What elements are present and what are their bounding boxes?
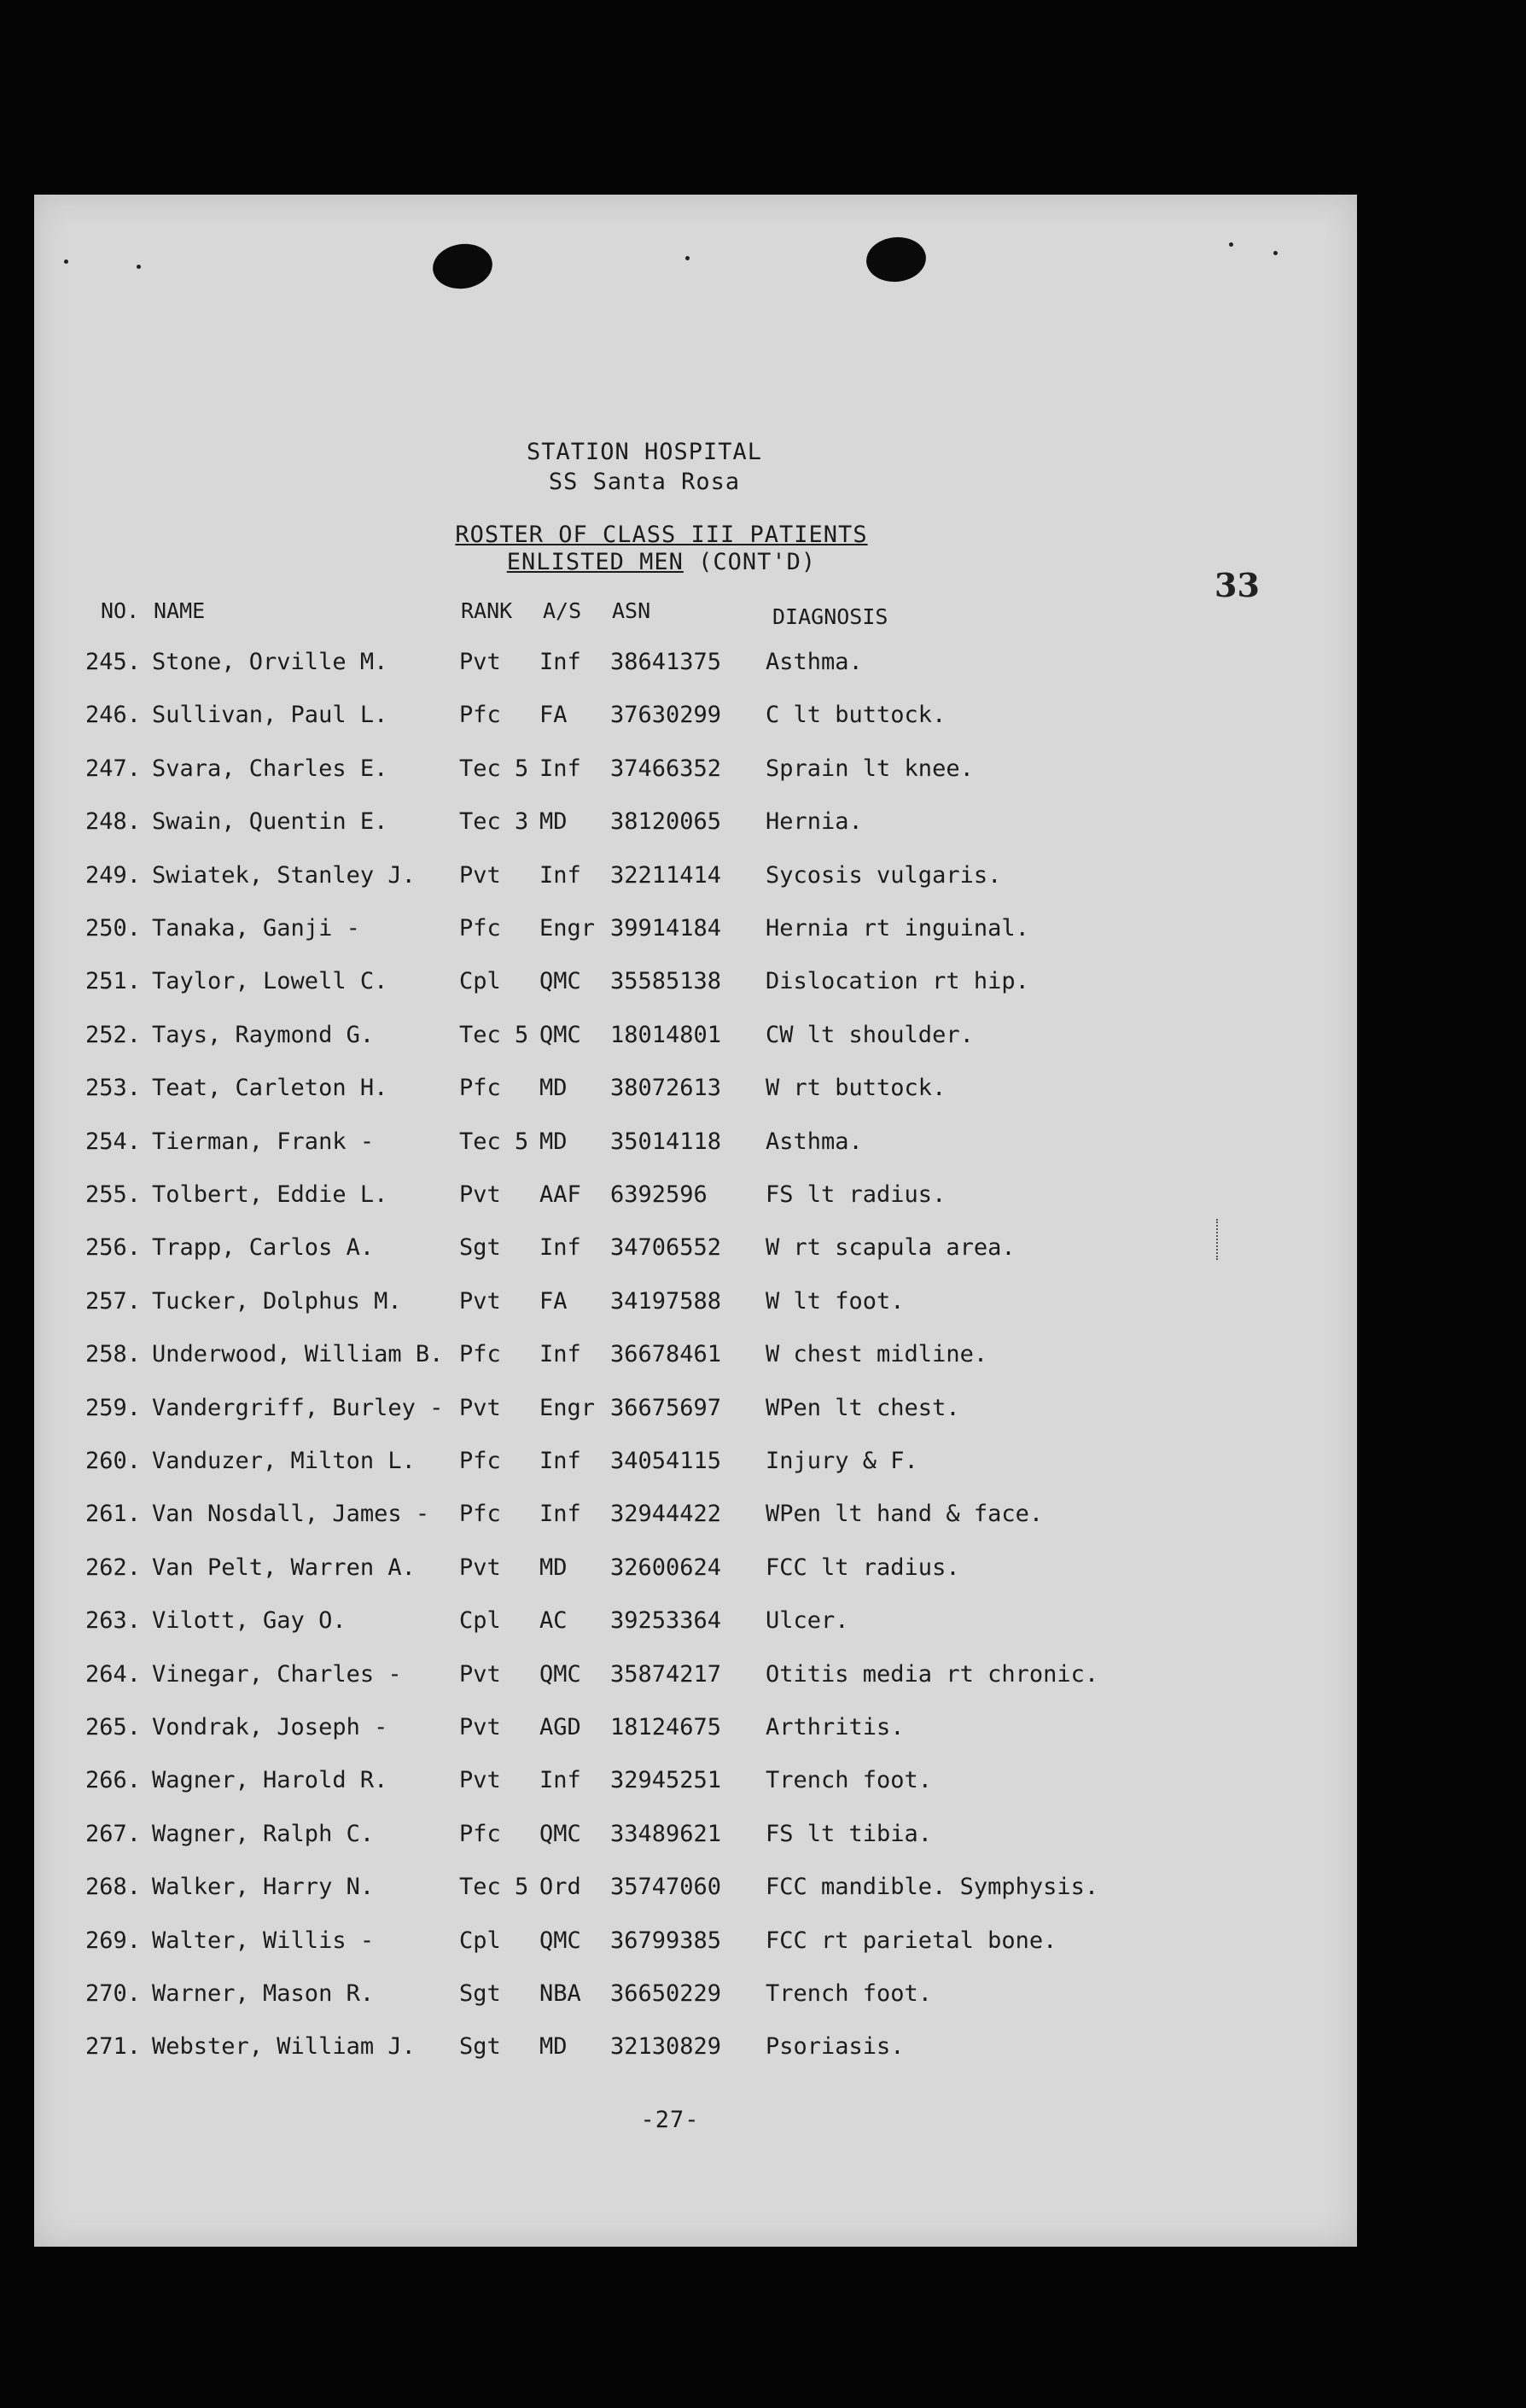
cell-rank: Pvt xyxy=(459,1181,501,1208)
cell-asn: 33489621 xyxy=(610,1820,722,1847)
cell-diagnosis: W lt foot. xyxy=(766,1287,905,1315)
table-row xyxy=(34,915,1357,949)
cell-rank: Pfc xyxy=(459,915,501,942)
cell-as: MD xyxy=(539,1554,568,1581)
cell-as: MD xyxy=(539,2033,568,2061)
header-enlisted-men: ENLISTED MEN xyxy=(506,549,684,575)
cell-name: Underwood, William B. xyxy=(152,1341,444,1368)
speck xyxy=(1229,242,1233,247)
cell-no: 269. xyxy=(85,1927,142,1954)
cell-as: MD xyxy=(539,808,568,836)
cell-diagnosis: Dislocation rt hip. xyxy=(766,968,1029,995)
table-row xyxy=(34,1767,1357,1801)
column-header-as: A/S xyxy=(543,598,582,623)
cell-diagnosis: CW lt shoulder. xyxy=(766,1021,974,1048)
cell-no: 263. xyxy=(85,1607,142,1635)
table-row xyxy=(34,702,1357,736)
cell-rank: Cpl xyxy=(459,968,501,995)
cell-diagnosis: Ulcer. xyxy=(766,1607,849,1635)
table-row xyxy=(34,1395,1357,1429)
cell-asn: 36678461 xyxy=(610,1341,722,1368)
cell-diagnosis: WPen lt hand & face. xyxy=(766,1501,1044,1528)
cell-asn: 37466352 xyxy=(610,755,722,782)
cell-name: Vinegar, Charles - xyxy=(152,1660,402,1688)
cell-rank: Cpl xyxy=(459,1607,501,1635)
cell-name: Swain, Quentin E. xyxy=(152,808,388,836)
cell-rank: Tec 3 xyxy=(459,808,529,836)
cell-as: FA xyxy=(539,702,568,729)
cell-rank: Pvt xyxy=(459,649,501,675)
cell-name: Vondrak, Joseph - xyxy=(152,1714,388,1740)
cell-rank: Pfc xyxy=(459,1075,501,1102)
cell-name: Tays, Raymond G. xyxy=(152,1021,375,1048)
table-row xyxy=(34,1022,1357,1056)
cell-no: 271. xyxy=(85,2033,142,2061)
cell-as: QMC xyxy=(539,1820,581,1847)
cell-asn: 34054115 xyxy=(610,1448,722,1474)
cell-asn: 32600624 xyxy=(610,1554,722,1581)
cell-as: Engr xyxy=(539,1394,596,1421)
cell-no: 267. xyxy=(85,1820,142,1847)
cell-as: Inf xyxy=(539,649,581,675)
table-row xyxy=(34,1821,1357,1855)
table-row xyxy=(34,1128,1357,1163)
cell-as: Inf xyxy=(539,861,581,889)
cell-name: Wagner, Harold R. xyxy=(152,1767,388,1794)
table-row xyxy=(34,808,1357,843)
column-header-asn: ASN xyxy=(612,598,651,623)
cell-asn: 36799385 xyxy=(610,1927,722,1954)
cell-diagnosis: Sycosis vulgaris. xyxy=(766,861,1002,889)
cell-as: FA xyxy=(539,1287,568,1315)
cell-asn: 35014118 xyxy=(610,1128,722,1155)
cell-as: AAF xyxy=(539,1181,581,1208)
table-row xyxy=(34,2033,1357,2067)
cell-diagnosis: WPen lt chest. xyxy=(766,1394,960,1421)
page-number-stamp: 33 xyxy=(1214,566,1260,604)
cell-rank: Tec 5 xyxy=(459,755,529,782)
cell-no: 252. xyxy=(85,1021,142,1048)
table-row xyxy=(34,1874,1357,1908)
speck xyxy=(1273,251,1278,255)
cell-rank: Tec 5 xyxy=(459,1874,529,1901)
cell-name: Van Nosdall, James - xyxy=(152,1501,430,1528)
cell-name: Walter, Willis - xyxy=(152,1927,375,1954)
cell-no: 245. xyxy=(85,649,142,675)
header-station-hospital: STATION HOSPITAL xyxy=(526,439,763,465)
cell-name: Taylor, Lowell C. xyxy=(152,968,388,995)
cell-asn: 34197588 xyxy=(610,1287,722,1315)
cell-no: 250. xyxy=(85,915,142,942)
cell-as: Ord xyxy=(539,1874,581,1901)
cell-rank: Sgt xyxy=(459,2033,501,2061)
cell-rank: Pfc xyxy=(459,1820,501,1847)
cell-no: 249. xyxy=(85,861,142,889)
cell-diagnosis: Asthma. xyxy=(766,649,863,675)
table-row xyxy=(34,649,1357,683)
cell-as: AC xyxy=(539,1607,568,1635)
cell-as: QMC xyxy=(539,1660,581,1688)
cell-name: Webster, William J. xyxy=(152,2033,416,2061)
cell-name: Walker, Harry N. xyxy=(152,1874,375,1901)
cell-no: 246. xyxy=(85,702,142,729)
table-row xyxy=(34,862,1357,896)
cell-diagnosis: FCC mandible. Symphysis. xyxy=(766,1874,1099,1901)
header-ship-name: SS Santa Rosa xyxy=(548,469,741,495)
column-header-rank: RANK xyxy=(461,598,513,623)
cell-as: MD xyxy=(539,1128,568,1155)
cell-rank: Pfc xyxy=(459,1448,501,1474)
table-row xyxy=(34,1607,1357,1641)
cell-no: 259. xyxy=(85,1394,142,1421)
cell-rank: Tec 5 xyxy=(459,1128,529,1155)
cell-asn: 36650229 xyxy=(610,1980,722,2007)
header-roster-title: ROSTER OF CLASS III PATIENTS xyxy=(455,522,868,548)
cell-name: Tanaka, Ganji - xyxy=(152,915,360,942)
cell-asn: 34706552 xyxy=(610,1234,722,1262)
table-row xyxy=(34,1661,1357,1695)
cell-diagnosis: Hernia rt inguinal. xyxy=(766,915,1029,942)
cell-asn: 39914184 xyxy=(610,915,722,942)
cell-name: Van Pelt, Warren A. xyxy=(152,1554,416,1581)
cell-name: Teat, Carleton H. xyxy=(152,1075,388,1102)
cell-name: Svara, Charles E. xyxy=(152,755,388,782)
cell-rank: Pvt xyxy=(459,1287,501,1315)
table-row xyxy=(34,1234,1357,1268)
cell-no: 254. xyxy=(85,1128,142,1155)
cell-diagnosis: Injury & F. xyxy=(766,1448,918,1474)
cell-rank: Pfc xyxy=(459,1341,501,1368)
column-header-no: NO. xyxy=(101,598,140,623)
table-row xyxy=(34,1181,1357,1216)
column-header-diagnosis: DIAGNOSIS xyxy=(772,604,888,629)
punch-hole-left xyxy=(430,240,496,292)
cell-rank: Tec 5 xyxy=(459,1021,529,1048)
cell-name: Wagner, Ralph C. xyxy=(152,1820,375,1847)
cell-no: 265. xyxy=(85,1714,142,1740)
cell-diagnosis: FS lt radius. xyxy=(766,1181,946,1208)
cell-diagnosis: Hernia. xyxy=(766,808,863,836)
cell-no: 256. xyxy=(85,1234,142,1262)
cell-as: Inf xyxy=(539,1448,581,1474)
cell-rank: Pvt xyxy=(459,1554,501,1581)
table-row xyxy=(34,1927,1357,1962)
cell-as: Engr xyxy=(539,915,596,942)
table-row xyxy=(34,1980,1357,2014)
cell-rank: Pvt xyxy=(459,1660,501,1688)
cell-diagnosis: FCC lt radius. xyxy=(766,1554,960,1581)
cell-name: Vandergriff, Burley - xyxy=(152,1394,444,1421)
cell-rank: Cpl xyxy=(459,1927,501,1954)
cell-diagnosis: W rt scapula area. xyxy=(766,1234,1016,1262)
cell-diagnosis: Arthritis. xyxy=(766,1714,905,1740)
cell-no: 260. xyxy=(85,1448,142,1474)
column-header-name: NAME xyxy=(154,598,206,623)
cell-asn: 37630299 xyxy=(610,702,722,729)
cell-rank: Pvt xyxy=(459,1394,501,1421)
cell-asn: 38120065 xyxy=(610,808,722,836)
cell-no: 251. xyxy=(85,968,142,995)
cell-asn: 35585138 xyxy=(610,968,722,995)
document-page xyxy=(34,195,1357,2247)
cell-diagnosis: Psoriasis. xyxy=(766,2033,905,2061)
cell-asn: 35747060 xyxy=(610,1874,722,1901)
table-row xyxy=(34,1448,1357,1482)
cell-asn: 32944422 xyxy=(610,1501,722,1528)
cell-as: MD xyxy=(539,1075,568,1102)
cell-no: 268. xyxy=(85,1874,142,1901)
cell-no: 255. xyxy=(85,1181,142,1208)
footer-page-number: -27- xyxy=(640,2107,700,2133)
cell-as: AGD xyxy=(539,1714,581,1740)
cell-diagnosis: W chest midline. xyxy=(766,1341,988,1368)
cell-asn: 38641375 xyxy=(610,649,722,675)
speck xyxy=(685,256,690,260)
cell-asn: 18124675 xyxy=(610,1714,722,1740)
cell-rank: Pvt xyxy=(459,1714,501,1740)
cell-diagnosis: W rt buttock. xyxy=(766,1075,946,1102)
cell-name: Warner, Mason R. xyxy=(152,1980,375,2007)
cell-no: 262. xyxy=(85,1554,142,1581)
speck xyxy=(64,259,68,264)
cell-asn: 38072613 xyxy=(610,1075,722,1102)
cell-as: Inf xyxy=(539,1234,581,1262)
cell-asn: 35874217 xyxy=(610,1660,722,1688)
header-contd: (CONT'D) xyxy=(683,549,817,575)
cell-name: Tolbert, Eddie L. xyxy=(152,1181,388,1208)
cell-asn: 32945251 xyxy=(610,1767,722,1794)
cell-as: Inf xyxy=(539,1767,581,1794)
cell-diagnosis: Trench foot. xyxy=(766,1980,933,2007)
table-row xyxy=(34,1075,1357,1109)
cell-as: QMC xyxy=(539,968,581,995)
cell-name: Sullivan, Paul L. xyxy=(152,702,388,729)
cell-no: 258. xyxy=(85,1341,142,1368)
cell-asn: 36675697 xyxy=(610,1394,722,1421)
cell-rank: Sgt xyxy=(459,1234,501,1262)
cell-no: 264. xyxy=(85,1660,142,1688)
table-row xyxy=(34,1288,1357,1322)
cell-no: 248. xyxy=(85,808,142,836)
cell-name: Stone, Orville M. xyxy=(152,649,388,675)
cell-diagnosis: C lt buttock. xyxy=(766,702,946,729)
table-row xyxy=(34,755,1357,790)
cell-diagnosis: Asthma. xyxy=(766,1128,863,1155)
cell-diagnosis: Trench foot. xyxy=(766,1767,933,1794)
cell-as: NBA xyxy=(539,1980,581,2007)
cell-name: Vanduzer, Milton L. xyxy=(152,1448,416,1474)
cell-diagnosis: FCC rt parietal bone. xyxy=(766,1927,1057,1954)
cell-asn: 32211414 xyxy=(610,861,722,889)
cell-diagnosis: FS lt tibia. xyxy=(766,1820,933,1847)
cell-no: 247. xyxy=(85,755,142,782)
cell-name: Swiatek, Stanley J. xyxy=(152,861,416,889)
cell-as: QMC xyxy=(539,1927,581,1954)
speck xyxy=(137,265,141,269)
cell-no: 266. xyxy=(85,1767,142,1794)
cell-rank: Pvt xyxy=(459,1767,501,1794)
cell-rank: Pfc xyxy=(459,1501,501,1528)
cell-rank: Sgt xyxy=(459,1980,501,2007)
cell-name: Tucker, Dolphus M. xyxy=(152,1287,402,1315)
cell-asn: 32130829 xyxy=(610,2033,722,2061)
table-row xyxy=(34,1341,1357,1375)
cell-asn: 18014801 xyxy=(610,1021,722,1048)
cell-diagnosis: Otitis media rt chronic. xyxy=(766,1660,1099,1688)
cell-as: Inf xyxy=(539,1341,581,1368)
cell-as: QMC xyxy=(539,1021,581,1048)
cell-no: 253. xyxy=(85,1075,142,1102)
cell-no: 257. xyxy=(85,1287,142,1315)
cell-as: Inf xyxy=(539,755,581,782)
margin-mark xyxy=(1216,1219,1221,1260)
cell-name: Tierman, Frank - xyxy=(152,1128,375,1155)
cell-as: Inf xyxy=(539,1501,581,1528)
table-row xyxy=(34,968,1357,1002)
header-subtitle xyxy=(0,549,1323,575)
cell-name: Trapp, Carlos A. xyxy=(152,1234,375,1262)
cell-asn: 6392596 xyxy=(610,1181,708,1208)
cell-rank: Pfc xyxy=(459,702,501,729)
cell-no: 270. xyxy=(85,1980,142,2007)
table-row xyxy=(34,1554,1357,1589)
table-row xyxy=(34,1714,1357,1748)
cell-rank: Pvt xyxy=(459,861,501,889)
table-row xyxy=(34,1501,1357,1535)
cell-name: Vilott, Gay O. xyxy=(152,1607,347,1635)
cell-no: 261. xyxy=(85,1501,142,1528)
punch-hole-right xyxy=(864,234,928,284)
cell-diagnosis: Sprain lt knee. xyxy=(766,755,974,782)
cell-asn: 39253364 xyxy=(610,1607,722,1635)
